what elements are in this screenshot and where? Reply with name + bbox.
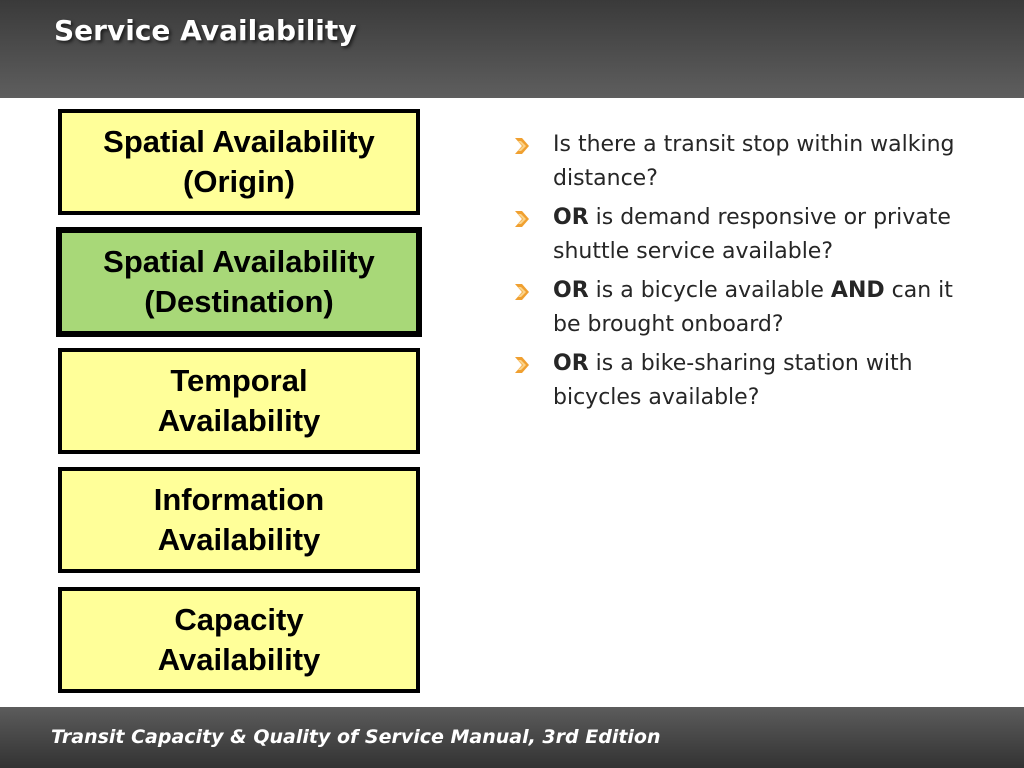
chevron-right-icon	[512, 209, 532, 229]
bullet-item	[512, 347, 972, 415]
box-label-line2: (Origin)	[183, 164, 295, 199]
box-temporal	[58, 348, 420, 454]
bullet-text: is a bicycle available	[588, 278, 831, 303]
box-label-line1: Temporal	[170, 363, 308, 398]
box-spatial-origin	[58, 109, 420, 215]
chevron-right-icon	[512, 136, 532, 156]
bullet-text: is a bike-sharing station with bicycles available?	[553, 351, 913, 410]
slide-title: Service Availability	[54, 14, 357, 47]
box-capacity	[58, 587, 420, 693]
bullet-text: can it be brought onboard?	[553, 278, 953, 337]
bullet-bold: OR	[553, 351, 589, 376]
bullet-bold: AND	[830, 278, 885, 303]
bullet-list	[512, 128, 972, 420]
box-label-line2: Availability	[157, 403, 321, 438]
bullet-item	[512, 274, 972, 342]
box-label-line1: Capacity	[174, 602, 304, 637]
box-label	[154, 480, 325, 560]
slide-footer	[0, 707, 1024, 768]
box-label	[103, 242, 375, 322]
bullet-bold: OR	[553, 205, 589, 230]
bullet-bold: OR	[553, 278, 589, 303]
box-label	[103, 122, 375, 202]
bullet-item	[512, 128, 972, 196]
box-label-line2: Availability	[157, 522, 321, 557]
box-label	[158, 361, 321, 441]
box-label-line2: (Destination)	[144, 284, 334, 319]
box-label-line1: Spatial Availability	[103, 244, 375, 279]
bullet-item	[512, 201, 972, 269]
slide-header	[0, 0, 1024, 98]
chevron-right-icon	[512, 282, 532, 302]
box-information	[58, 467, 420, 573]
box-label-line1: Information	[153, 482, 325, 517]
chevron-right-icon	[512, 355, 532, 375]
box-label-line1: Spatial Availability	[103, 124, 375, 159]
box-label	[158, 600, 321, 680]
box-label-line2: Availability	[157, 642, 321, 677]
footer-text: Transit Capacity & Quality of Service Manual, 3rd Edition	[51, 726, 661, 748]
box-spatial-destination	[56, 227, 422, 337]
bullet-text: is demand responsive or private shuttle service available?	[553, 205, 951, 264]
bullet-text: Is there a transit stop within walking distance?	[553, 132, 955, 191]
